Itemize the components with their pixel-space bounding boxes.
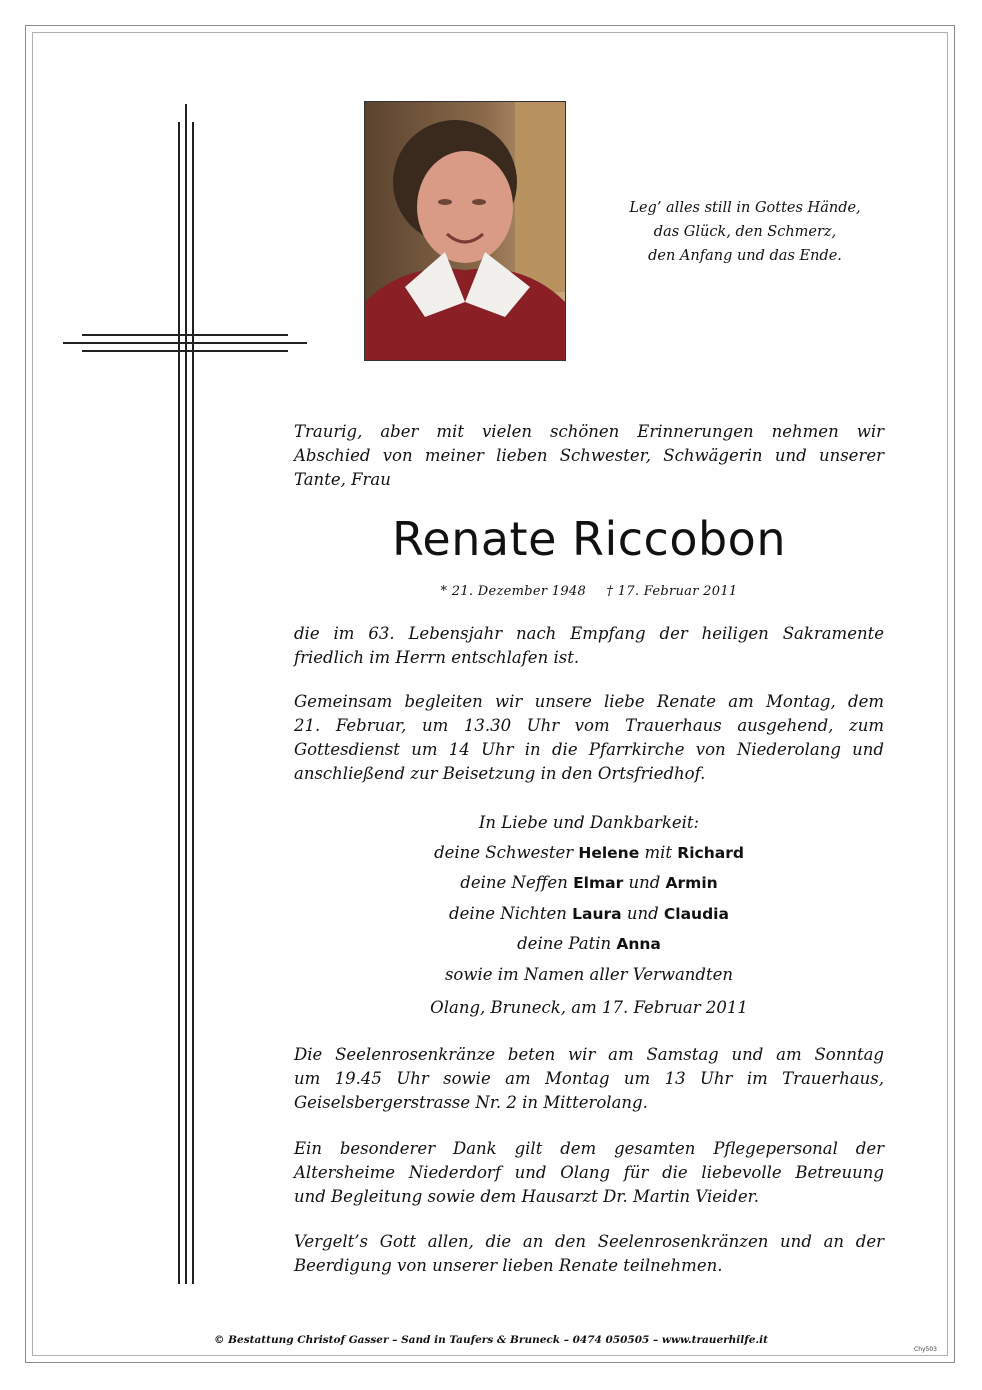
template-code: Chy503 [914,1346,937,1353]
text-line: Traurig, aber mit vielen schönen Erinnerungen nehmen wir [294,422,884,441]
quote-verse [600,196,890,268]
funeral-home-footer: © Bestattung Christof Gasser – Sand in Taufers & Bruneck – 0474 050505 – www.trauerhilfe.it [214,1334,768,1346]
text-line: Ein besonderer Dank gilt dem gesamten Pflegepersonal der [294,1139,884,1158]
text-line: Abschied von meiner lieben Schwester, Schwägerin und unserer [294,446,884,465]
text-line: Gottesdienst um 14 Uhr in die Pfarrkirche von Niederolang und [294,740,884,759]
text-line: Geiselsbergerstrasse Nr. 2 in Mitterolang. [294,1093,648,1112]
text-line: Vergelt’s Gott allen, die an den Seelenrosenkränzen und an der [294,1232,884,1251]
text-line: 21. Februar, um 13.30 Uhr vom Trauerhaus ausgehend, zum [294,716,884,735]
death-date: † 17. Februar 2011 [606,584,738,599]
text-line: anschließend zur Beisetzung in den Ortsfriedhof. [294,764,706,783]
thanks-paragraph [294,1137,884,1209]
text-line: um 19.45 Uhr sowie am Montag um 13 Uhr im Trauerhaus, [294,1069,884,1088]
deceased-name: Renate Riccobon [392,512,786,566]
text-line: und Begleitung sowie dem Hausarzt Dr. Martin Vieider. [294,1187,759,1206]
text-line: friedlich im Herrn entschlafen ist. [294,648,580,667]
intro-paragraph [294,420,884,492]
funeral-paragraph [294,690,884,786]
quote-line: Leg’ alles still in Gottes Hände, [629,200,861,216]
life-dates [294,584,884,599]
text-line: Altersheime Niederdorf und Olang für die liebevolle Betreuung [294,1163,884,1182]
mourner-line: deine Neffen Elmar und Armin [460,873,718,892]
mourner-line: deine Schwester Helene mit Richard [434,842,744,862]
quote-line: das Glück, den Schmerz, [653,224,837,240]
quote-line: den Anfang und das Ende. [648,248,842,264]
place-date: Olang, Bruneck, am 17. Februar 2011 [430,998,748,1017]
text-line: die im 63. Lebensjahr nach Empfang der heiligen Sakramente [294,624,884,643]
mourners-list [294,808,884,989]
mourner-line: deine Nichten Laura und Claudia [449,903,729,923]
text-line: Die Seelenrosenkränze beten wir am Samstag und am Sonntag [294,1045,884,1064]
mourner-line: sowie im Namen aller Verwandten [444,964,734,984]
text-line: Beerdigung von unserer lieben Renate teilnehmen. [294,1256,723,1275]
text-line: Gemeinsam begleiten wir unsere liebe Renate am Montag, dem [294,692,884,711]
portrait-photo [364,101,566,361]
closing-paragraph [294,1230,884,1278]
text-line: Tante, Frau [294,470,391,489]
mourner-line: deine Patin Anna [517,934,661,953]
rosary-paragraph [294,1043,884,1115]
passing-paragraph [294,622,884,670]
birth-date: * 21. Dezember 1948 [440,584,587,599]
mourners-heading: In Liebe und Dankbarkeit: [478,813,700,832]
